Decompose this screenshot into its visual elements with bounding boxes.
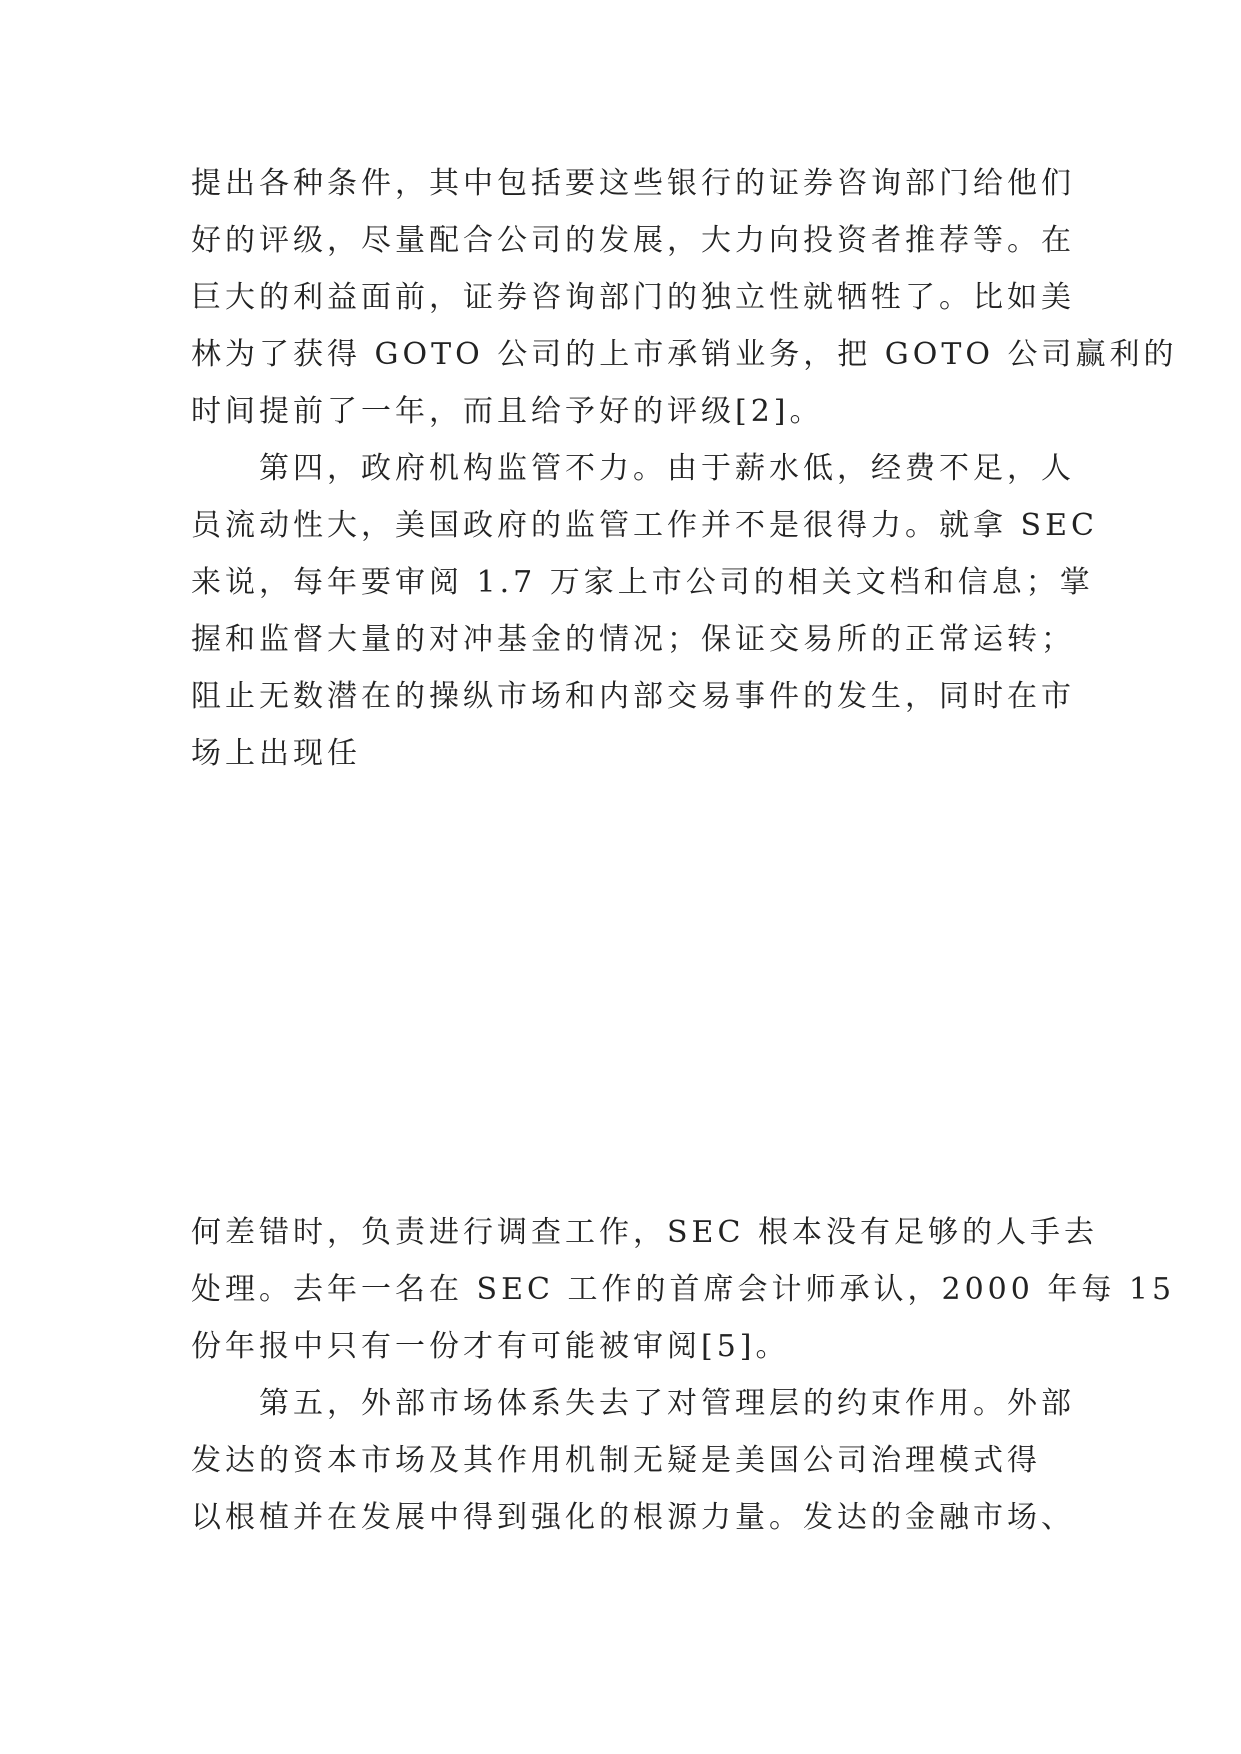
text-block-top [191, 155, 1178, 782]
text-line: 时间提前了一年，而且给予好的评级[2]。 [191, 394, 824, 429]
text-line: 林为了获得 GOTO 公司的上市承销业务，把 GOTO 公司赢利的 [191, 337, 1178, 372]
text-line: 来说，每年要审阅 1.7 万家上市公司的相关文档和信息；掌 [191, 565, 1094, 600]
text-line: 第四，政府机构监管不力。由于薪水低，经费不足，人 [191, 451, 1075, 486]
text-line: 份年报中只有一份才有可能被审阅[5]。 [191, 1329, 790, 1364]
text-line: 第五，外部市场体系失去了对管理层的约束作用。外部 [191, 1386, 1075, 1421]
text-line: 员流动性大，美国政府的监管工作并不是很得力。就拿 SEC [191, 508, 1098, 543]
text-line: 以根植并在发展中得到强化的根源力量。发达的金融市场、 [191, 1500, 1075, 1535]
text-line: 提出各种条件，其中包括要这些银行的证券咨询部门给他们 [191, 166, 1075, 201]
text-line: 阻止无数潜在的操纵市场和内部交易事件的发生，同时在市 [191, 679, 1075, 714]
text-line: 巨大的利益面前，证券咨询部门的独立性就牺牲了。比如美 [191, 280, 1075, 315]
text-line: 场上出现任 [191, 736, 361, 771]
text-line: 握和监督大量的对冲基金的情况；保证交易所的正常运转； [191, 622, 1075, 657]
text-line: 处理。去年一名在 SEC 工作的首席会计师承认，2000 年每 15 [191, 1272, 1176, 1307]
text-block-bottom [191, 1204, 1176, 1546]
text-line: 何差错时，负责进行调查工作，SEC 根本没有足够的人手去 [191, 1215, 1098, 1250]
text-line: 好的评级，尽量配合公司的发展，大力向投资者推荐等。在 [191, 223, 1075, 258]
text-line: 发达的资本市场及其作用机制无疑是美国公司治理模式得 [191, 1443, 1041, 1478]
